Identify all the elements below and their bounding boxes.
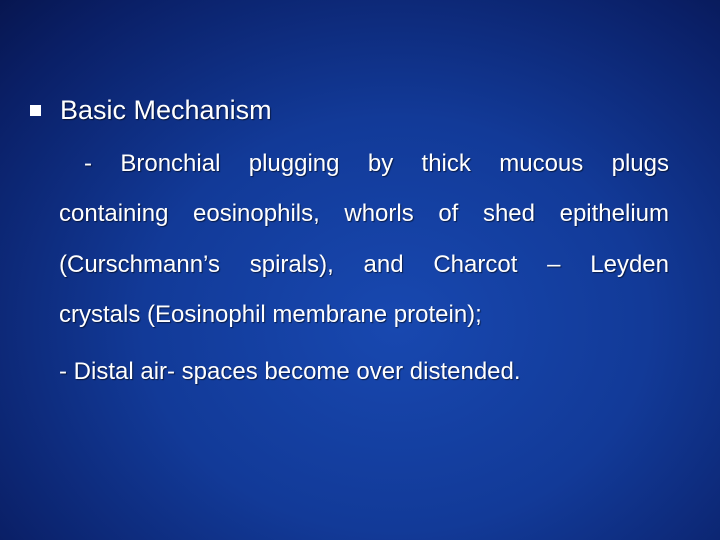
body-line-2: containing eosinophils, whorls of shed epithelium <box>59 200 669 227</box>
body-line-3: (Curschmann’s spirals), and Charcot – Leyden <box>59 251 669 278</box>
slide-heading: Basic Mechanism <box>60 95 272 125</box>
body-line-1: - Bronchial plugging by thick mucous plugs <box>84 150 669 177</box>
square-bullet-icon <box>30 105 41 116</box>
body-line-5: - Distal air- spaces become over distended. <box>59 358 521 385</box>
heading-row <box>30 92 272 128</box>
body-line-4: crystals (Eosinophil membrane protein); <box>59 301 482 328</box>
